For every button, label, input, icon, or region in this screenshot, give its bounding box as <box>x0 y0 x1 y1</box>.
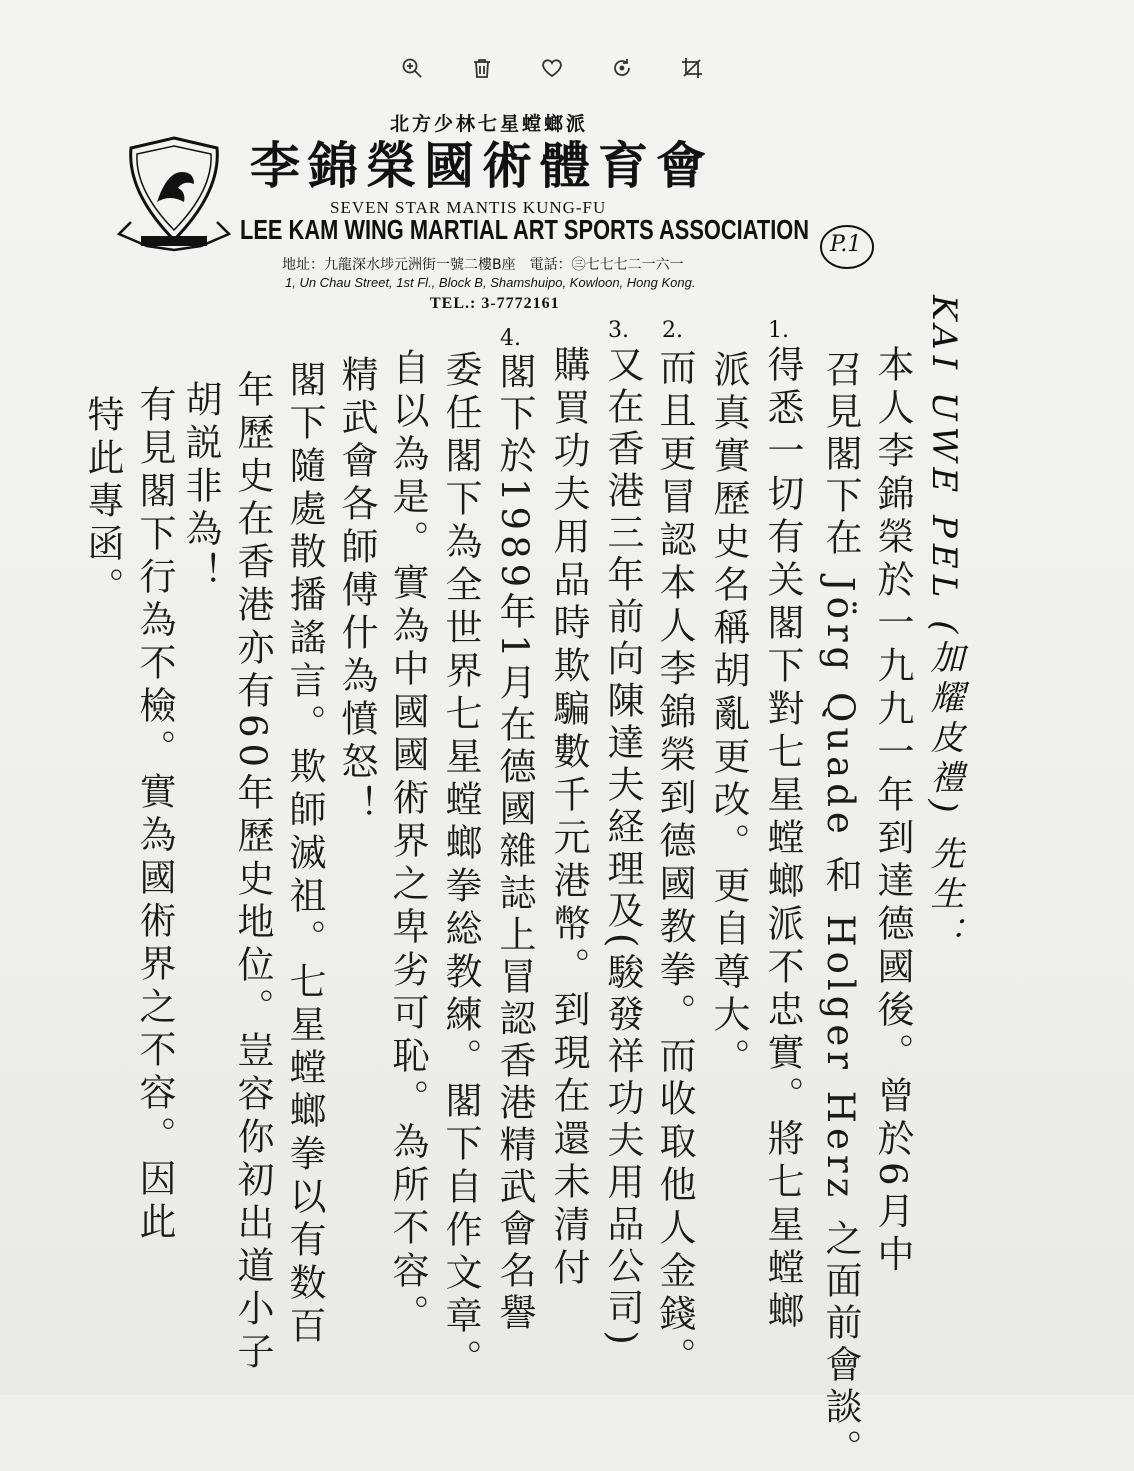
rotate-icon <box>610 56 634 80</box>
letter-line: 特此專函。 <box>81 395 124 610</box>
association-emblem <box>117 132 232 252</box>
letterhead-title-en: LEE KAM WING MARTIAL ART SPORTS ASSOCIATION <box>240 214 810 245</box>
salutation: KAI UWE PEL (加耀皮禮) 先生： <box>924 295 964 956</box>
heart-icon <box>540 56 564 80</box>
item-number: 1. <box>768 318 789 343</box>
rotate-button[interactable] <box>605 51 639 85</box>
letter-line: 精武會各師傅什為憤怒！ <box>335 355 378 828</box>
letter-line: 得悉一切有关閣下對七星螳螂派不忠實。將七星螳螂 <box>761 345 804 1334</box>
letter-line: 而且更冒認本人李錦榮到德國教拳。而收取他人金錢。 <box>653 348 696 1380</box>
item-number: 2. <box>662 318 683 343</box>
letter-line: 自以為是。實為中國國術界之卑劣可恥。為所不容。 <box>386 348 429 1337</box>
letter-line: 有見閣下行為不檢。實為國術界之不容。因此 <box>133 385 176 1245</box>
letterhead-telephone: TEL.: 3-7772161 <box>430 295 560 312</box>
favorite-button[interactable] <box>535 51 569 85</box>
letterhead-title-cn: 李錦榮國術體育會 <box>250 136 714 195</box>
page-number: P.1 <box>830 232 862 257</box>
letter-line: 閣下於1989年1月在德國雜誌上冒認香港精武會名譽 <box>493 352 536 1335</box>
letterhead-address-en: 1, Un Chau Street, 1st Fl., Block B, Shamshuipo, Kowloon, Hong Kong. <box>285 275 696 290</box>
letter-line: 又在香港三年前向陳達夫経理及(駿發祥功夫用品公司) <box>601 345 644 1350</box>
letterhead-address-cn: 地址：九龍深水埗元洲街一號二樓B座 電話：㊂七七七二一六一 <box>282 257 684 273</box>
letterhead-subtitle-en: SEVEN STAR MANTIS KUNG-FU <box>330 198 607 217</box>
item-number: 4. <box>500 326 521 351</box>
crop-icon <box>680 56 704 80</box>
letterhead-subtitle-cn: 北方少林七星螳螂派 <box>390 113 589 135</box>
image-viewer-toolbar <box>395 50 715 86</box>
crop-button[interactable] <box>675 51 709 85</box>
item-number: 3. <box>608 318 629 343</box>
zoom-in-button[interactable] <box>395 51 429 85</box>
letter-line: 購買功夫用品時欺騙數千元港幣。到現在還未清付 <box>547 345 590 1291</box>
letter-line: 本人李錦榮於一九九一年到達德國後。曾於6月中 <box>871 345 914 1278</box>
letter-line: 召見閣下在 Jörg Quade 和 Holger Herz 之面前會談。 <box>819 350 862 1471</box>
zoom-in-icon <box>400 56 424 80</box>
letter-line: 胡説非為！ <box>179 380 222 595</box>
letter-line: 派真實歷史名稱胡亂更改。更自尊大。 <box>707 350 750 1081</box>
delete-button[interactable] <box>465 51 499 85</box>
letter-line: 閣下隨處散播謠言。欺師滅祖。七星螳螂拳以有数百 <box>283 360 326 1349</box>
trash-icon <box>470 56 494 80</box>
letter-line: 委任閣下為全世界七星螳螂拳総教練。閣下自作文章。 <box>439 350 482 1382</box>
letter-line: 年歷史在香港亦有60年歷史地位。豈容你初出道小子 <box>231 370 274 1376</box>
